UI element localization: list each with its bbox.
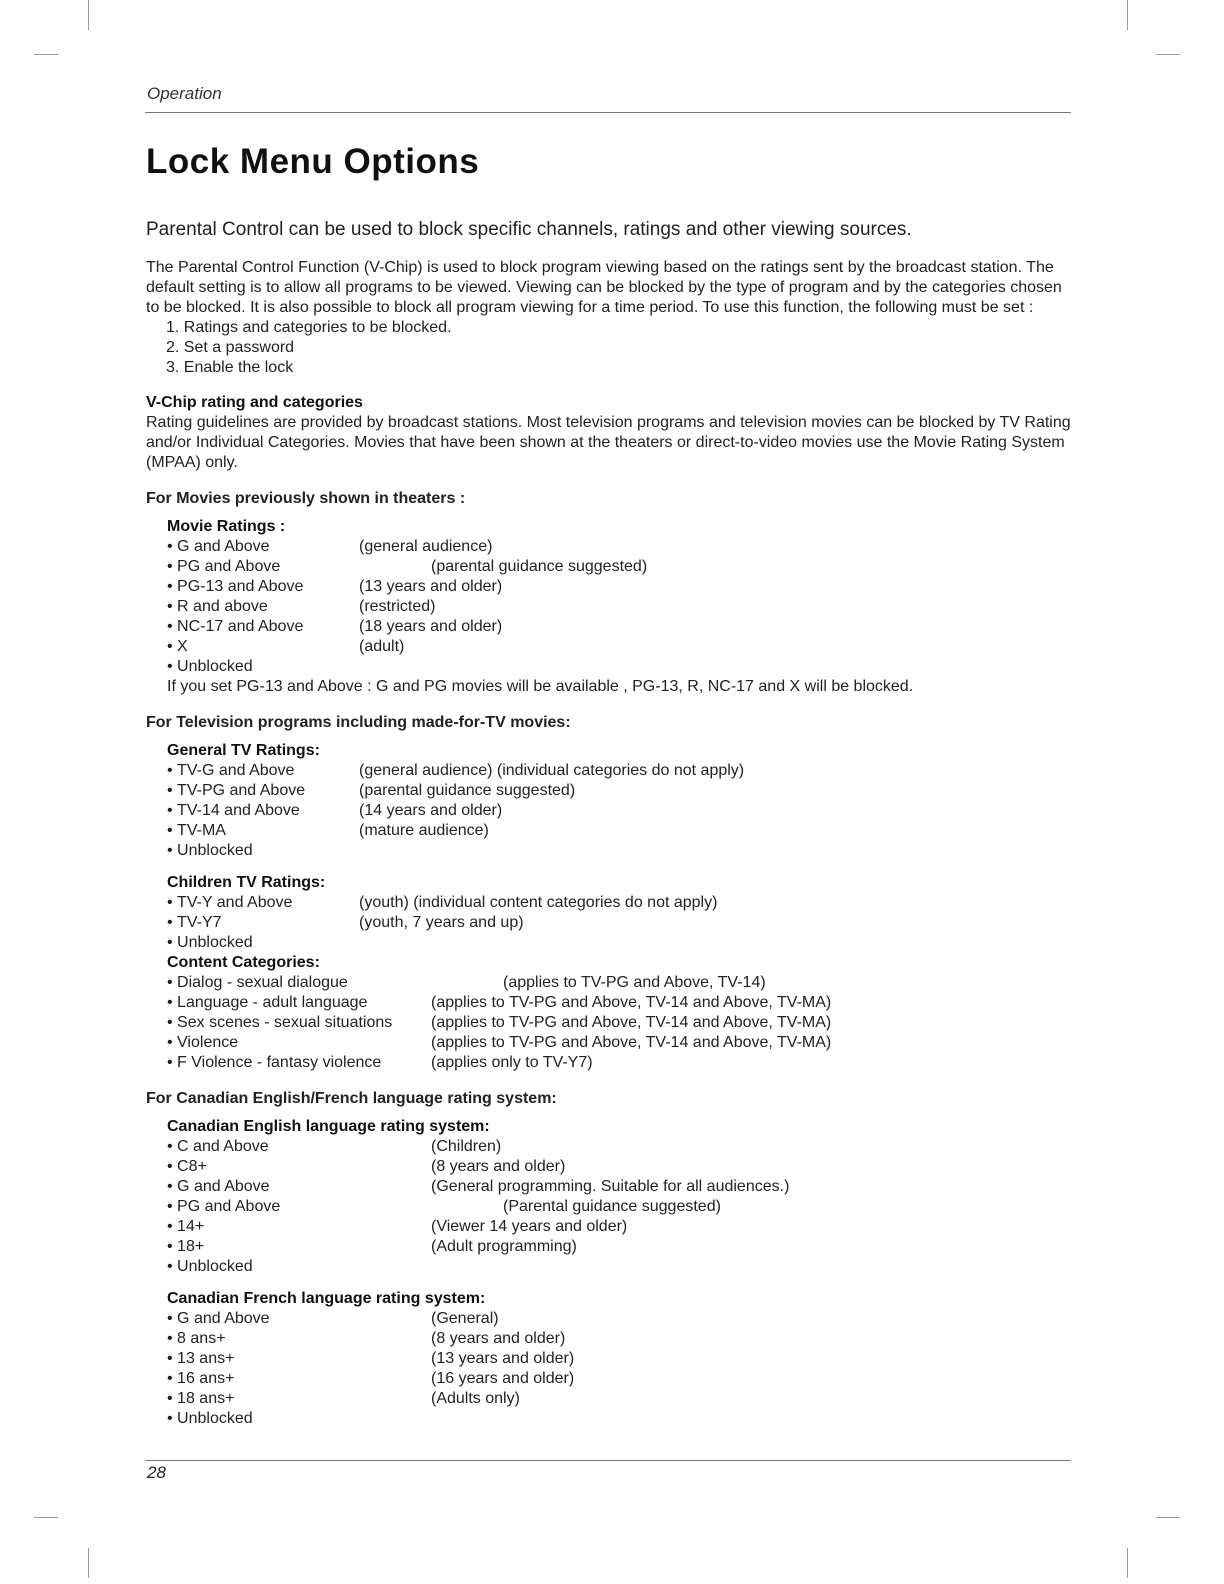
list-item: • TV-Y and Above (youth) (individual content categories do not apply) xyxy=(167,893,1072,913)
crop-mark xyxy=(1156,54,1180,55)
tv-heading: For Television programs including made-for-TV movies: xyxy=(146,714,571,731)
list-item: • NC-17 and Above (18 years and older) xyxy=(167,617,1072,637)
children-tv-block xyxy=(167,873,1072,953)
list-item: • G and Above (General programming. Suitable for all audiences.) xyxy=(167,1177,1072,1197)
movie-ratings-title: Movie Ratings : xyxy=(167,518,286,535)
canadian-french-block xyxy=(167,1289,1072,1429)
vchip-heading: V-Chip rating and categories xyxy=(146,394,363,411)
list-item: • 13 ans+ (13 years and older) xyxy=(167,1349,1072,1369)
content-categories-block xyxy=(167,953,1072,1073)
list-item: • Dialog - sexual dialogue (applies to TV-PG and Above, TV-14) xyxy=(167,973,1072,993)
children-tv-title: Children TV Ratings: xyxy=(167,874,326,891)
step-item: 2. Set a password xyxy=(166,339,295,356)
footer-rule xyxy=(145,1460,1071,1461)
step-item: 1. Ratings and categories to be blocked. xyxy=(166,319,452,336)
list-item: • PG and Above (parental guidance suggested) xyxy=(167,557,1072,577)
section-label: Operation xyxy=(147,84,222,103)
general-tv-title: General TV Ratings: xyxy=(167,742,320,759)
crop-mark xyxy=(1127,1548,1128,1578)
list-item: • Unblocked xyxy=(167,933,1072,953)
list-item: • Violence (applies to TV-PG and Above, TV-14 and Above, TV-MA) xyxy=(167,1033,1072,1053)
list-item: • Unblocked xyxy=(167,657,1072,677)
list-item: • Sex scenes - sexual situations (applies to TV-PG and Above, TV-14 and Above, TV-MA) xyxy=(167,1013,1072,1033)
list-item: • F Violence - fantasy violence (applies only to TV-Y7) xyxy=(167,1053,1072,1073)
canadian-heading: For Canadian English/French language rating system: xyxy=(146,1090,557,1107)
canadian-english-block xyxy=(167,1117,1072,1277)
list-item: • Language - adult language (applies to TV-PG and Above, TV-14 and Above, TV-MA) xyxy=(167,993,1072,1013)
list-item: • TV-G and Above (general audience) (individual categories do not apply) xyxy=(167,761,1072,781)
canadian-english-title: Canadian English language rating system: xyxy=(167,1118,490,1135)
list-item: • X (adult) xyxy=(167,637,1072,657)
list-item: • 18 ans+ (Adults only) xyxy=(167,1389,1072,1409)
content-categories-title: Content Categories: xyxy=(167,954,320,971)
crop-mark xyxy=(1127,0,1128,30)
movies-heading: For Movies previously shown in theaters : xyxy=(146,490,466,507)
header-rule xyxy=(145,112,1071,113)
list-item: • Unblocked xyxy=(167,1257,1072,1277)
list-item: • TV-14 and Above (14 years and older) xyxy=(167,801,1072,821)
general-tv-block xyxy=(167,741,1072,861)
list-item: • Unblocked xyxy=(167,1409,1072,1429)
list-item: • TV-MA (mature audience) xyxy=(167,821,1072,841)
crop-mark xyxy=(88,1548,89,1578)
list-item: • R and above (restricted) xyxy=(167,597,1072,617)
list-item: • C8+ (8 years and older) xyxy=(167,1157,1072,1177)
vchip-paragraph: Rating guidelines are provided by broadcast stations. Most television programs and television movies can be blocked by TV Rating and/or Individual Categories. Movies that have been shown at the theaters or direct-to-video movies use the Movie Rating System (MPAA) only. xyxy=(146,414,1071,471)
list-item: • G and Above (general audience) xyxy=(167,537,1072,557)
movie-ratings-block xyxy=(167,517,1072,697)
movies-note: If you set PG-13 and Above : G and PG movies will be available , PG-13, R, NC-17 and X will be blocked. xyxy=(167,678,914,695)
intro-paragraph: The Parental Control Function (V-Chip) is used to block program viewing based on the ratings sent by the broadcast station. The default setting is to allow all programs to be viewed. Viewing can be blocked by the type of program and by the categories chosen to be blocked. It is also possible to block all program viewing for a time period. To use this function, the following must be set : xyxy=(146,259,1062,316)
list-item: • 16 ans+ (16 years and older) xyxy=(167,1369,1072,1389)
crop-mark xyxy=(88,0,89,30)
list-item: • TV-Y7 (youth, 7 years and up) xyxy=(167,913,1072,933)
crop-mark xyxy=(34,1517,58,1518)
page-number: 28 xyxy=(147,1463,166,1482)
canadian-french-title: Canadian French language rating system: xyxy=(167,1290,486,1307)
setup-steps xyxy=(146,318,1072,378)
list-item: • 18+ (Adult programming) xyxy=(167,1237,1072,1257)
list-item: • PG-13 and Above (13 years and older) xyxy=(167,577,1072,597)
list-item: • TV-PG and Above (parental guidance suggested) xyxy=(167,781,1072,801)
main-content xyxy=(146,258,1072,1429)
list-item: • Unblocked xyxy=(167,841,1072,861)
crop-mark xyxy=(1156,1517,1180,1518)
list-item: • PG and Above (Parental guidance suggested) xyxy=(167,1197,1072,1217)
lead-paragraph: Parental Control can be used to block specific channels, ratings and other viewing sources. xyxy=(146,219,912,240)
list-item: • G and Above (General) xyxy=(167,1309,1072,1329)
list-item: • 8 ans+ (8 years and older) xyxy=(167,1329,1072,1349)
step-item: 3. Enable the lock xyxy=(166,359,294,376)
list-item: • C and Above (Children) xyxy=(167,1137,1072,1157)
crop-mark xyxy=(34,54,58,55)
page-title: Lock Menu Options xyxy=(146,142,480,181)
list-item: • 14+ (Viewer 14 years and older) xyxy=(167,1217,1072,1237)
